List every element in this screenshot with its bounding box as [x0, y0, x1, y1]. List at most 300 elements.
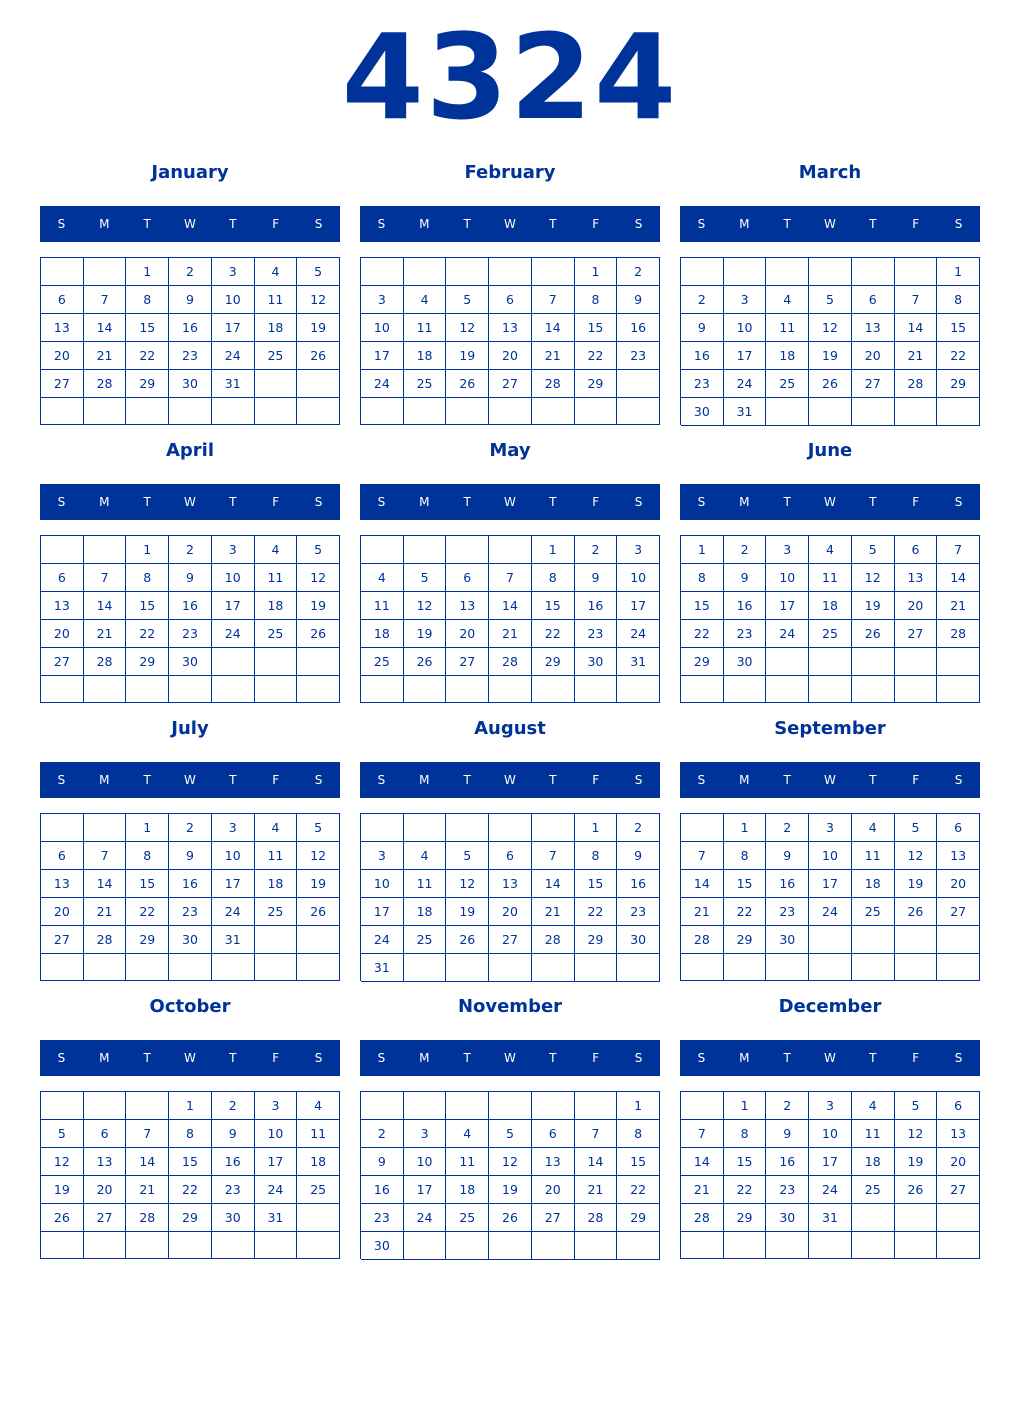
- day-cell: 27: [937, 898, 980, 926]
- weekday-label: M: [739, 1051, 750, 1065]
- day-grid: [680, 257, 980, 425]
- day-cell: 25: [852, 898, 895, 926]
- day-cell: 1: [532, 536, 575, 564]
- month-name: August: [474, 718, 546, 739]
- day-cell: 26: [297, 620, 340, 648]
- day-cell: 30: [575, 648, 618, 676]
- weekday-label: T: [869, 1051, 877, 1065]
- day-cell: 26: [809, 370, 852, 398]
- day-cell: 3: [809, 1092, 852, 1120]
- day-cell: 2: [169, 814, 212, 842]
- weekday-label: T: [143, 1051, 151, 1065]
- month-name: April: [165, 440, 215, 461]
- day-cell: 19: [895, 870, 938, 898]
- day-cell: 7: [532, 286, 575, 314]
- day-cell: 6: [852, 286, 895, 314]
- empty-day-cell: [84, 1232, 127, 1259]
- day-cell: 5: [297, 814, 340, 842]
- day-cell: 5: [809, 286, 852, 314]
- day-cell: 28: [84, 926, 127, 954]
- day-cell: 28: [84, 370, 127, 398]
- weekday-label: M: [419, 217, 430, 231]
- day-cell: 1: [126, 814, 169, 842]
- weekday-label: F: [592, 495, 600, 509]
- day-cell: 6: [41, 564, 84, 592]
- day-cell: 30: [766, 926, 809, 954]
- day-cell: 14: [84, 314, 127, 342]
- day-cell: 31: [255, 1204, 298, 1232]
- day-cell: 8: [937, 286, 980, 314]
- day-cell: 25: [255, 342, 298, 370]
- day-cell: 30: [169, 648, 212, 676]
- day-cell: 17: [212, 592, 255, 620]
- day-cell: 21: [575, 1176, 618, 1204]
- month-name: December: [778, 996, 882, 1017]
- empty-day-cell: [895, 398, 938, 426]
- empty-day-cell: [617, 398, 660, 425]
- day-cell: 13: [489, 870, 532, 898]
- day-cell: 26: [489, 1204, 532, 1232]
- empty-day-cell: [895, 1204, 938, 1232]
- day-cell: 11: [446, 1148, 489, 1176]
- empty-day-cell: [937, 1204, 980, 1232]
- empty-day-cell: [446, 258, 489, 286]
- weekday-label: S: [377, 773, 386, 787]
- day-cell: 2: [212, 1092, 255, 1120]
- empty-day-cell: [575, 398, 618, 425]
- weekday-header: [40, 206, 340, 242]
- empty-day-cell: [724, 258, 767, 286]
- empty-day-cell: [446, 954, 489, 982]
- month-name: June: [807, 440, 853, 461]
- weekday-label: T: [229, 1051, 237, 1065]
- day-cell: 26: [297, 342, 340, 370]
- day-cell: 29: [724, 926, 767, 954]
- day-cell: 25: [404, 926, 447, 954]
- day-cell: 6: [41, 842, 84, 870]
- day-cell: 13: [41, 592, 84, 620]
- day-cell: 16: [169, 314, 212, 342]
- day-cell: 11: [361, 592, 404, 620]
- weekday-label: S: [377, 495, 386, 509]
- empty-day-cell: [41, 954, 84, 981]
- day-cell: 15: [532, 592, 575, 620]
- day-cell: 7: [681, 842, 724, 870]
- weekday-label: W: [824, 773, 836, 787]
- day-cell: 13: [895, 564, 938, 592]
- day-cell: 27: [489, 926, 532, 954]
- day-grid: [360, 535, 660, 703]
- weekday-label: T: [869, 773, 877, 787]
- day-cell: 20: [41, 342, 84, 370]
- day-cell: 5: [489, 1120, 532, 1148]
- weekday-label: W: [504, 217, 516, 231]
- day-cell: 5: [297, 258, 340, 286]
- empty-day-cell: [681, 258, 724, 286]
- weekday-label: F: [272, 1051, 280, 1065]
- empty-day-cell: [937, 648, 980, 676]
- day-cell: 22: [937, 342, 980, 370]
- empty-day-cell: [212, 954, 255, 981]
- day-cell: 2: [575, 536, 618, 564]
- day-cell: 19: [446, 342, 489, 370]
- empty-day-cell: [809, 676, 852, 703]
- empty-day-cell: [361, 814, 404, 842]
- empty-day-cell: [41, 258, 84, 286]
- day-cell: 8: [169, 1120, 212, 1148]
- day-cell: 23: [766, 1176, 809, 1204]
- day-cell: 25: [809, 620, 852, 648]
- day-cell: 9: [169, 842, 212, 870]
- day-cell: 3: [766, 536, 809, 564]
- weekday-label: F: [272, 773, 280, 787]
- day-cell: 12: [297, 286, 340, 314]
- day-cell: 4: [255, 536, 298, 564]
- month-name: January: [151, 162, 229, 183]
- weekday-label: T: [229, 217, 237, 231]
- weekday-label: S: [57, 773, 66, 787]
- day-cell: 13: [852, 314, 895, 342]
- day-cell: 17: [809, 1148, 852, 1176]
- weekday-label: S: [634, 773, 643, 787]
- day-cell: 28: [937, 620, 980, 648]
- day-cell: 13: [489, 314, 532, 342]
- day-cell: 12: [809, 314, 852, 342]
- empty-day-cell: [809, 1232, 852, 1259]
- weekday-label: T: [549, 773, 557, 787]
- day-cell: 25: [852, 1176, 895, 1204]
- day-cell: 9: [169, 564, 212, 592]
- day-cell: 22: [126, 342, 169, 370]
- day-cell: 14: [84, 592, 127, 620]
- empty-day-cell: [766, 398, 809, 426]
- day-cell: 14: [126, 1148, 169, 1176]
- day-cell: 23: [212, 1176, 255, 1204]
- day-cell: 10: [809, 1120, 852, 1148]
- weekday-label: W: [184, 773, 196, 787]
- weekday-label: M: [739, 773, 750, 787]
- day-cell: 8: [724, 842, 767, 870]
- empty-day-cell: [404, 398, 447, 425]
- day-cell: 20: [41, 620, 84, 648]
- weekday-label: W: [504, 773, 516, 787]
- day-cell: 11: [852, 1120, 895, 1148]
- empty-day-cell: [852, 676, 895, 703]
- empty-day-cell: [532, 954, 575, 982]
- weekday-label: F: [912, 495, 920, 509]
- empty-day-cell: [852, 1232, 895, 1259]
- day-cell: 10: [212, 842, 255, 870]
- empty-day-cell: [532, 258, 575, 286]
- day-cell: 29: [532, 648, 575, 676]
- day-cell: 21: [84, 342, 127, 370]
- empty-day-cell: [404, 954, 447, 982]
- empty-day-cell: [937, 954, 980, 981]
- empty-day-cell: [297, 1204, 340, 1232]
- day-cell: 22: [617, 1176, 660, 1204]
- day-grid: [680, 535, 980, 703]
- empty-day-cell: [361, 398, 404, 425]
- weekday-label: M: [99, 1051, 110, 1065]
- empty-day-cell: [937, 676, 980, 703]
- day-cell: 17: [766, 592, 809, 620]
- day-cell: 3: [404, 1120, 447, 1148]
- empty-day-cell: [489, 814, 532, 842]
- day-cell: 31: [809, 1204, 852, 1232]
- day-cell: 4: [297, 1092, 340, 1120]
- day-cell: 6: [41, 286, 84, 314]
- empty-day-cell: [724, 676, 767, 703]
- day-cell: 10: [617, 564, 660, 592]
- day-cell: 28: [532, 926, 575, 954]
- day-cell: 19: [809, 342, 852, 370]
- year-title: 4324: [341, 8, 679, 146]
- day-cell: 21: [532, 898, 575, 926]
- day-grid: [360, 257, 660, 425]
- weekday-label: T: [783, 495, 791, 509]
- weekday-header: [680, 762, 980, 798]
- empty-day-cell: [766, 648, 809, 676]
- day-cell: 16: [212, 1148, 255, 1176]
- day-cell: 12: [297, 564, 340, 592]
- day-cell: 3: [361, 286, 404, 314]
- empty-day-cell: [852, 954, 895, 981]
- day-cell: 28: [681, 926, 724, 954]
- day-cell: 20: [937, 1148, 980, 1176]
- weekday-label: W: [184, 1051, 196, 1065]
- weekday-header: [40, 1040, 340, 1076]
- day-cell: 25: [766, 370, 809, 398]
- day-cell: 17: [212, 870, 255, 898]
- day-cell: 4: [446, 1120, 489, 1148]
- day-cell: 27: [532, 1204, 575, 1232]
- day-cell: 18: [404, 898, 447, 926]
- day-grid: [680, 813, 980, 981]
- day-cell: 9: [766, 842, 809, 870]
- empty-day-cell: [852, 398, 895, 426]
- day-cell: 27: [895, 620, 938, 648]
- day-cell: 29: [617, 1204, 660, 1232]
- day-grid: [40, 257, 340, 425]
- day-cell: 13: [937, 842, 980, 870]
- day-cell: 25: [361, 648, 404, 676]
- day-cell: 10: [255, 1120, 298, 1148]
- day-cell: 3: [212, 814, 255, 842]
- empty-day-cell: [255, 648, 298, 676]
- day-cell: 22: [126, 620, 169, 648]
- day-cell: 20: [852, 342, 895, 370]
- day-cell: 31: [361, 954, 404, 982]
- day-cell: 16: [617, 314, 660, 342]
- day-cell: 31: [724, 398, 767, 426]
- day-cell: 23: [766, 898, 809, 926]
- day-cell: 23: [169, 342, 212, 370]
- day-cell: 27: [937, 1176, 980, 1204]
- weekday-label: M: [419, 773, 430, 787]
- day-cell: 18: [297, 1148, 340, 1176]
- empty-day-cell: [126, 398, 169, 425]
- month-name: February: [464, 162, 556, 183]
- day-cell: 9: [681, 314, 724, 342]
- day-cell: 26: [41, 1204, 84, 1232]
- day-cell: 27: [41, 648, 84, 676]
- weekday-label: T: [463, 1051, 471, 1065]
- weekday-label: T: [783, 773, 791, 787]
- day-cell: 24: [809, 898, 852, 926]
- day-cell: 13: [446, 592, 489, 620]
- weekday-label: W: [824, 217, 836, 231]
- empty-day-cell: [297, 954, 340, 981]
- day-cell: 26: [895, 898, 938, 926]
- weekday-label: S: [954, 217, 963, 231]
- day-cell: 10: [361, 870, 404, 898]
- empty-day-cell: [297, 648, 340, 676]
- day-cell: 17: [724, 342, 767, 370]
- day-cell: 16: [361, 1176, 404, 1204]
- day-cell: 15: [126, 870, 169, 898]
- weekday-label: S: [634, 495, 643, 509]
- day-cell: 19: [297, 314, 340, 342]
- empty-day-cell: [41, 676, 84, 703]
- day-cell: 27: [852, 370, 895, 398]
- day-cell: 12: [297, 842, 340, 870]
- day-grid: [40, 1091, 340, 1259]
- day-cell: 13: [41, 314, 84, 342]
- day-cell: 5: [895, 1092, 938, 1120]
- day-cell: 26: [297, 898, 340, 926]
- empty-day-cell: [575, 676, 618, 703]
- day-cell: 19: [489, 1176, 532, 1204]
- day-cell: 30: [169, 926, 212, 954]
- day-cell: 28: [681, 1204, 724, 1232]
- empty-day-cell: [532, 1092, 575, 1120]
- month-name: May: [489, 440, 531, 461]
- empty-day-cell: [852, 258, 895, 286]
- weekday-label: W: [824, 1051, 836, 1065]
- empty-day-cell: [489, 676, 532, 703]
- empty-day-cell: [41, 1092, 84, 1120]
- weekday-label: F: [592, 773, 600, 787]
- empty-day-cell: [489, 398, 532, 425]
- weekday-label: F: [272, 217, 280, 231]
- empty-day-cell: [766, 1232, 809, 1259]
- weekday-header: [360, 1040, 660, 1076]
- day-cell: 14: [489, 592, 532, 620]
- empty-day-cell: [361, 536, 404, 564]
- day-cell: 4: [255, 258, 298, 286]
- weekday-label: S: [634, 1051, 643, 1065]
- day-cell: 24: [724, 370, 767, 398]
- empty-day-cell: [84, 676, 127, 703]
- weekday-label: S: [697, 495, 706, 509]
- day-cell: 12: [446, 870, 489, 898]
- day-cell: 12: [41, 1148, 84, 1176]
- day-cell: 16: [681, 342, 724, 370]
- day-cell: 2: [361, 1120, 404, 1148]
- day-cell: 12: [489, 1148, 532, 1176]
- month-name: October: [149, 996, 231, 1017]
- day-cell: 1: [575, 814, 618, 842]
- empty-day-cell: [169, 954, 212, 981]
- empty-day-cell: [84, 536, 127, 564]
- empty-day-cell: [724, 954, 767, 981]
- weekday-header: [360, 762, 660, 798]
- day-cell: 1: [724, 814, 767, 842]
- day-cell: 29: [681, 648, 724, 676]
- weekday-label: S: [377, 1051, 386, 1065]
- day-cell: 28: [84, 648, 127, 676]
- weekday-label: T: [463, 217, 471, 231]
- empty-day-cell: [809, 926, 852, 954]
- day-cell: 20: [937, 870, 980, 898]
- weekday-label: S: [314, 773, 323, 787]
- day-cell: 29: [575, 370, 618, 398]
- day-cell: 28: [126, 1204, 169, 1232]
- weekday-label: S: [697, 217, 706, 231]
- day-cell: 2: [169, 536, 212, 564]
- day-cell: 14: [681, 1148, 724, 1176]
- day-cell: 8: [126, 842, 169, 870]
- day-cell: 21: [489, 620, 532, 648]
- day-cell: 13: [532, 1148, 575, 1176]
- day-cell: 3: [809, 814, 852, 842]
- weekday-label: S: [57, 495, 66, 509]
- weekday-label: T: [229, 495, 237, 509]
- day-cell: 20: [41, 898, 84, 926]
- empty-day-cell: [297, 676, 340, 703]
- day-cell: 15: [126, 314, 169, 342]
- day-cell: 27: [489, 370, 532, 398]
- day-cell: 22: [724, 898, 767, 926]
- day-cell: 16: [617, 870, 660, 898]
- day-cell: 4: [404, 842, 447, 870]
- day-cell: 12: [446, 314, 489, 342]
- empty-day-cell: [895, 1232, 938, 1259]
- day-cell: 1: [617, 1092, 660, 1120]
- day-cell: 29: [937, 370, 980, 398]
- day-cell: 15: [169, 1148, 212, 1176]
- empty-day-cell: [575, 1232, 618, 1260]
- day-cell: 18: [361, 620, 404, 648]
- day-cell: 7: [84, 842, 127, 870]
- weekday-label: T: [549, 217, 557, 231]
- day-cell: 11: [255, 564, 298, 592]
- day-cell: 17: [212, 314, 255, 342]
- weekday-label: T: [783, 1051, 791, 1065]
- day-cell: 30: [212, 1204, 255, 1232]
- day-cell: 23: [169, 620, 212, 648]
- empty-day-cell: [297, 370, 340, 398]
- empty-day-cell: [404, 1092, 447, 1120]
- empty-day-cell: [169, 676, 212, 703]
- day-cell: 9: [617, 842, 660, 870]
- day-cell: 22: [126, 898, 169, 926]
- day-grid: [40, 535, 340, 703]
- day-cell: 24: [766, 620, 809, 648]
- empty-day-cell: [575, 1092, 618, 1120]
- day-cell: 17: [255, 1148, 298, 1176]
- day-cell: 23: [361, 1204, 404, 1232]
- weekday-label: T: [549, 495, 557, 509]
- empty-day-cell: [212, 676, 255, 703]
- empty-day-cell: [404, 814, 447, 842]
- day-cell: 25: [446, 1204, 489, 1232]
- day-cell: 22: [575, 342, 618, 370]
- empty-day-cell: [489, 536, 532, 564]
- day-cell: 14: [532, 870, 575, 898]
- day-cell: 5: [297, 536, 340, 564]
- weekday-label: W: [184, 495, 196, 509]
